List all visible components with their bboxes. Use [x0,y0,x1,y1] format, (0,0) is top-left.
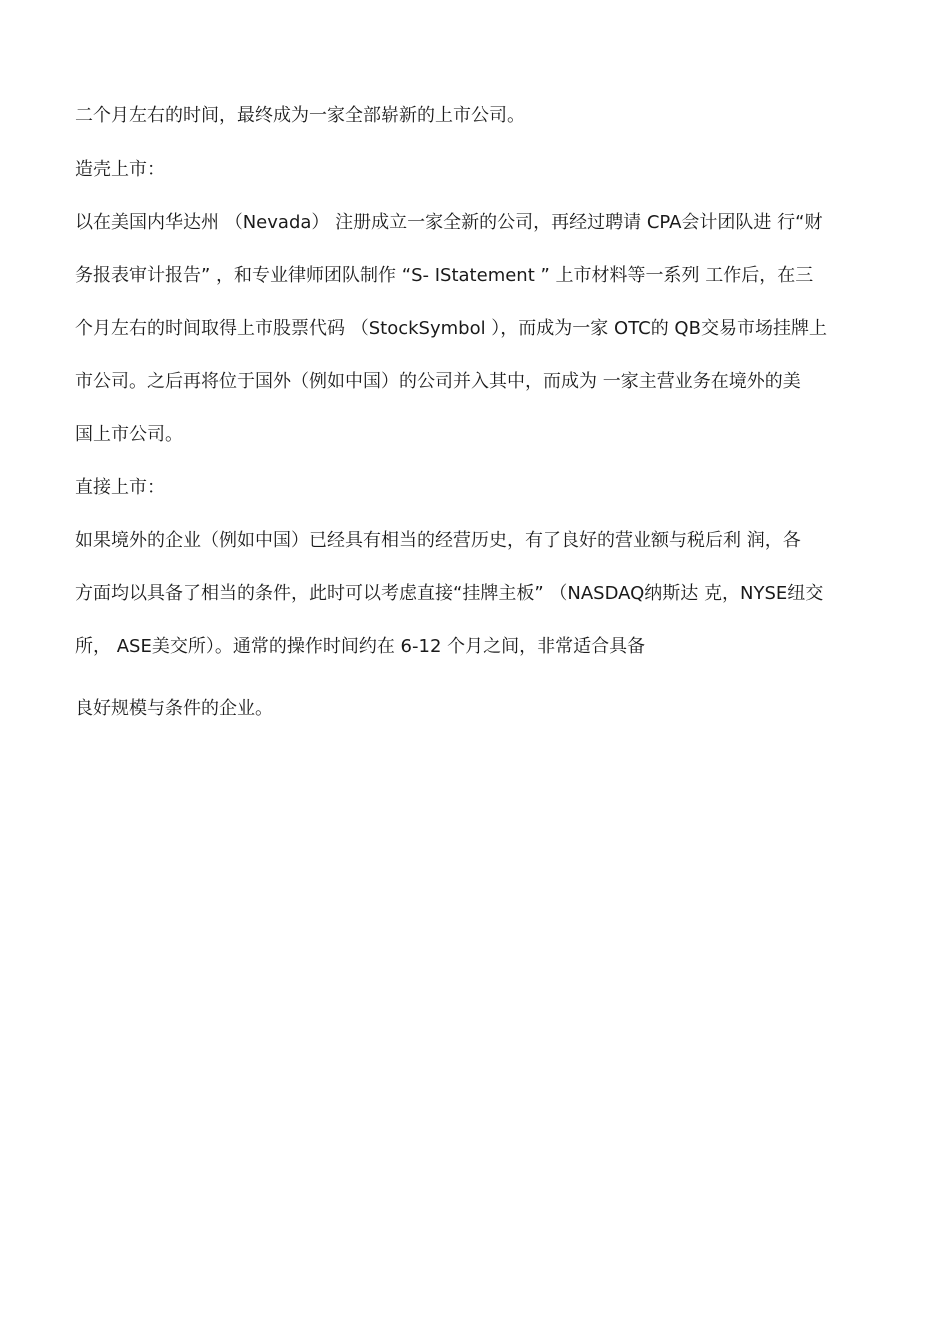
paragraph-line: 如果境外的企业（例如中国）已经具有相当的经营历史，有了良好的营业额与税后利 润，各 [75,530,801,551]
paragraph-line: 市公司。之后再将位于国外（例如中国）的公司并入其中，而成为 一家主营业务在境外的美 [75,371,801,392]
paragraph-line: 务报表审计报告” ，和专业律师团队制作 “S- IStatement ” 上市材料等一系列 工作后，在三 [75,265,814,286]
section-heading-direct-listing: 直接上市： [75,477,165,498]
paragraph-line: 二个月左右的时间，最终成为一家全部崭新的上市公司。 [75,105,525,126]
paragraph-line: 国上市公司。 [75,424,183,445]
paragraph-line: 个月左右的时间取得上市股票代码 （StockSymbol ），而成为一家 OTC的 QB交易市场挂牌上 [75,318,827,339]
paragraph-line: 良好规模与条件的企业。 [75,698,273,719]
paragraph-line: 以在美国内华达州 （Nevada） 注册成立一家全新的公司，再经过聘请 CPA会计团队进 行“财 [75,212,823,233]
section-heading-shell-listing: 造壳上市： [75,159,165,180]
paragraph-line: 方面均以具备了相当的条件，此时可以考虑直接“挂牌主板” （NASDAQ纳斯达 克，NYSE纽交 [75,583,824,604]
paragraph-line: 所， ASE美交所）。通常的操作时间约在 6-12 个月之间，非常适合具备 [75,636,646,657]
